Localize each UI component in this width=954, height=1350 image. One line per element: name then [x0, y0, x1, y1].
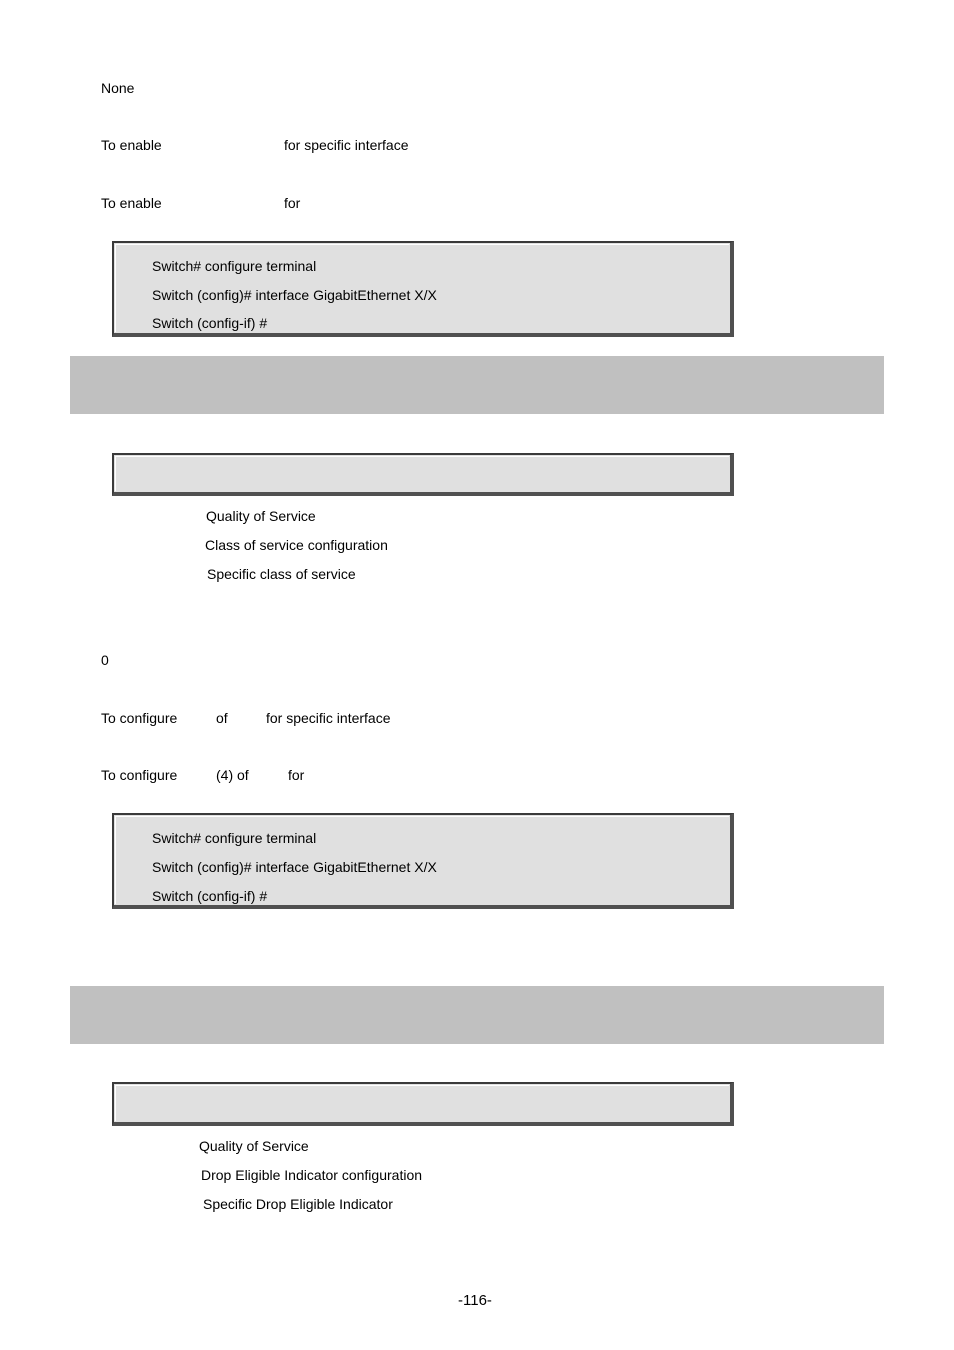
usage-guide-text-tail: for: [288, 767, 305, 783]
usage-guide-text: To enable: [101, 195, 162, 211]
parameter-description: Quality of Service: [206, 508, 316, 524]
default-value: 0: [101, 652, 109, 668]
command-syntax-box: [112, 1082, 734, 1126]
default-value: None: [101, 80, 135, 96]
section-header-bar: [70, 356, 884, 414]
example-code-box: [112, 241, 734, 337]
code-line: Switch (config)# interface GigabitEthernet X/X: [152, 859, 437, 875]
code-line: Switch# configure terminal: [152, 258, 317, 274]
usage-guide-text-tail: for: [284, 195, 301, 211]
parameter-description: Specific class of service: [207, 566, 356, 582]
code-line: Switch (config-if) #: [152, 888, 268, 904]
example-code-box: [112, 813, 734, 909]
usage-guide-text-mid: (4) of: [216, 767, 249, 783]
command-mode-text: To configure: [101, 710, 178, 726]
code-line: Switch (config)# interface GigabitEthernet X/X: [152, 287, 437, 303]
section-header-bar: [70, 986, 884, 1044]
parameter-description: Quality of Service: [199, 1138, 309, 1154]
usage-guide-text: To configure: [101, 767, 178, 783]
code-line: Switch (config-if) #: [152, 315, 268, 331]
command-syntax-box: [112, 453, 734, 496]
command-mode-text: To enable: [101, 137, 162, 153]
command-mode-text-tail: for specific interface: [284, 137, 409, 153]
page-number: -116-: [458, 1292, 492, 1309]
code-line: Switch# configure terminal: [152, 830, 317, 846]
command-mode-text-tail: for specific interface: [266, 710, 391, 726]
parameter-description: Drop Eligible Indicator configuration: [201, 1167, 423, 1183]
parameter-description: Specific Drop Eligible Indicator: [203, 1196, 393, 1212]
command-mode-text-mid: of: [216, 710, 228, 726]
parameter-description: Class of service configuration: [205, 537, 388, 553]
